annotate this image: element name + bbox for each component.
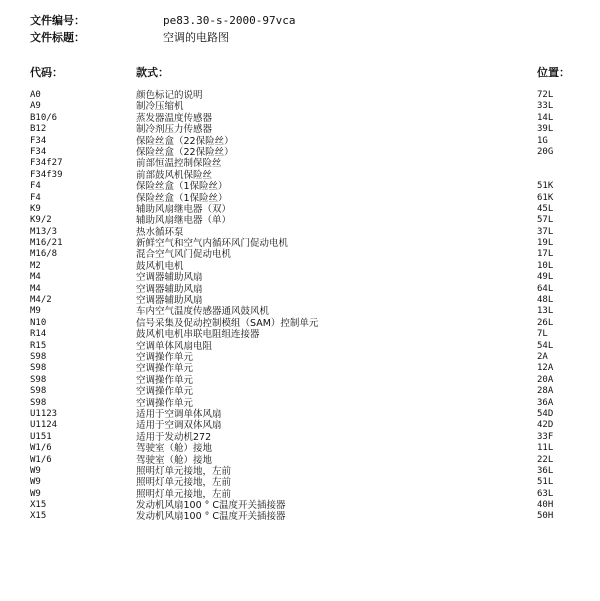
component-description: 信号采集及促动控制模组（SAM）控制单元 — [136, 317, 319, 329]
component-description: 保险丝盒（1保险丝） — [136, 192, 228, 204]
component-code: W1/6 — [30, 454, 52, 465]
table-row — [0, 352, 600, 363]
component-code: U1124 — [30, 420, 58, 431]
component-code: R14 — [30, 329, 47, 340]
component-description: 照明灯单元接地，左前 — [136, 488, 232, 500]
table-row — [0, 375, 600, 386]
component-description: 空调操作单元 — [136, 363, 194, 375]
component-position: 28A — [537, 386, 554, 397]
table-row — [0, 136, 600, 147]
component-position: 1G — [537, 135, 548, 146]
table-row — [0, 249, 600, 260]
table-row — [0, 113, 600, 124]
component-position: 20A — [537, 374, 554, 385]
component-code: M4 — [30, 283, 41, 294]
component-position: 57L — [537, 215, 554, 226]
component-code: F34f39 — [30, 169, 63, 180]
component-position: 45L — [537, 203, 554, 214]
document-number-value: pe83.30-s-2000-97vca — [163, 14, 296, 27]
component-position: 49L — [537, 272, 554, 283]
component-description: 适用于空调双体风扇 — [136, 420, 222, 432]
table-row — [0, 363, 600, 374]
table-row — [0, 238, 600, 249]
component-description: 空调单体风扇电阻 — [136, 340, 213, 352]
component-code: B10/6 — [30, 112, 58, 123]
component-code: F4 — [30, 181, 41, 192]
component-code: M4 — [30, 272, 41, 283]
component-code: M13/3 — [30, 226, 58, 237]
table-row — [0, 443, 600, 454]
table-row — [0, 386, 600, 397]
component-position: 42D — [537, 420, 554, 431]
component-code: M4/2 — [30, 295, 52, 306]
component-description: 热水循环泵 — [136, 226, 184, 238]
table-row — [0, 284, 600, 295]
component-code: N10 — [30, 317, 47, 328]
component-description: 空调操作单元 — [136, 397, 194, 409]
component-description: 保险丝盒（22保险丝） — [136, 146, 234, 158]
component-position: 51L — [537, 477, 554, 488]
component-description: 辅助风扇继电器（单） — [136, 215, 232, 227]
component-description: 驾驶室（舱）接地 — [136, 443, 213, 455]
component-code: M16/21 — [30, 238, 63, 249]
component-position: 51K — [537, 181, 554, 192]
table-row — [0, 455, 600, 466]
component-code: K9 — [30, 203, 41, 214]
component-code: S98 — [30, 386, 47, 397]
component-code: W1/6 — [30, 443, 52, 454]
table-row — [0, 227, 600, 238]
component-code: M9 — [30, 306, 41, 317]
table-row — [0, 272, 600, 283]
component-code: K9/2 — [30, 215, 52, 226]
component-position: 63L — [537, 488, 554, 499]
component-position: 48L — [537, 295, 554, 306]
document-title-label: 文件标题： — [30, 31, 85, 44]
component-table — [0, 90, 600, 523]
table-row — [0, 466, 600, 477]
table-row — [0, 181, 600, 192]
component-code: X15 — [30, 500, 47, 511]
table-row — [0, 170, 600, 181]
table-row — [0, 432, 600, 443]
table-row — [0, 215, 600, 226]
component-code: U151 — [30, 431, 52, 442]
table-row — [0, 500, 600, 511]
component-code: F34 — [30, 135, 47, 146]
component-position: 22L — [537, 454, 554, 465]
component-description: 发动机风扇100 ° C温度开关插接器 — [136, 500, 286, 512]
component-position: 37L — [537, 226, 554, 237]
table-row — [0, 477, 600, 488]
component-code: M2 — [30, 260, 41, 271]
component-code: B12 — [30, 124, 47, 135]
component-description: 辅助风扇继电器（双） — [136, 203, 232, 215]
component-position: 20G — [537, 146, 554, 157]
table-row — [0, 124, 600, 135]
component-description: 保险丝盒（1保险丝） — [136, 181, 228, 193]
table-row — [0, 511, 600, 522]
component-code: R15 — [30, 340, 47, 351]
table-row — [0, 306, 600, 317]
table-row — [0, 398, 600, 409]
component-code: A9 — [30, 101, 41, 112]
component-code: W9 — [30, 465, 41, 476]
component-position: 2A — [537, 351, 548, 362]
table-row — [0, 147, 600, 158]
component-code: W9 — [30, 477, 41, 488]
component-code: S98 — [30, 374, 47, 385]
position-column-header: 位置： — [537, 66, 570, 79]
component-position: 11L — [537, 443, 554, 454]
component-position: 72L — [537, 90, 554, 100]
table-row — [0, 318, 600, 329]
component-description: 混合空气风门促动电机 — [136, 249, 232, 261]
table-row — [0, 420, 600, 431]
component-position: 50H — [537, 511, 554, 522]
component-description: 照明灯单元接地，左前 — [136, 465, 232, 477]
description-column-header: 款式： — [136, 66, 169, 79]
component-position: 33F — [537, 431, 554, 442]
component-position: 26L — [537, 317, 554, 328]
code-column-header: 代码： — [30, 66, 63, 79]
component-position: 13L — [537, 306, 554, 317]
component-description: 空调器辅助风扇 — [136, 272, 203, 284]
component-description: 前部鼓风机保险丝 — [136, 169, 213, 181]
component-position: 10L — [537, 260, 554, 271]
component-code: W9 — [30, 488, 41, 499]
component-description: 空调器辅助风扇 — [136, 295, 203, 307]
component-description: 照明灯单元接地，左前 — [136, 477, 232, 489]
component-code: F34f27 — [30, 158, 63, 169]
component-code: M16/8 — [30, 249, 58, 260]
component-description: 空调器辅助风扇 — [136, 283, 203, 295]
table-row — [0, 158, 600, 169]
component-position: 33L — [537, 101, 554, 112]
component-position: 36A — [537, 397, 554, 408]
component-description: 适用于空调单体风扇 — [136, 408, 222, 420]
table-row — [0, 101, 600, 112]
document-number-label: 文件编号： — [30, 14, 85, 27]
table-row — [0, 409, 600, 420]
table-row — [0, 204, 600, 215]
component-position: 17L — [537, 249, 554, 260]
component-description: 新鲜空气和空气内循环风门促动电机 — [136, 238, 289, 250]
component-description: 鼓风机电机串联电阻组连接器 — [136, 329, 260, 341]
table-row — [0, 329, 600, 340]
component-description: 保险丝盒（22保险丝） — [136, 135, 234, 147]
component-description: 空调操作单元 — [136, 386, 194, 398]
component-description: 制冷压缩机 — [136, 101, 184, 113]
table-row — [0, 90, 600, 101]
component-description: 颜色标记的说明 — [136, 90, 203, 101]
component-position: 7L — [537, 329, 548, 340]
component-position: 14L — [537, 112, 554, 123]
component-code: U1123 — [30, 408, 58, 419]
table-row — [0, 261, 600, 272]
component-position: 64L — [537, 283, 554, 294]
component-position: 36L — [537, 465, 554, 476]
component-position: 12A — [537, 363, 554, 374]
component-description: 鼓风机电机 — [136, 260, 184, 272]
component-description: 前部恒温控制保险丝 — [136, 158, 222, 170]
component-description: 空调操作单元 — [136, 374, 194, 386]
component-position: 39L — [537, 124, 554, 135]
table-row — [0, 295, 600, 306]
component-code: S98 — [30, 351, 47, 362]
component-code: F34 — [30, 146, 47, 157]
component-position: 61K — [537, 192, 554, 203]
table-row — [0, 193, 600, 204]
component-description: 适用于发动机272 — [136, 431, 212, 443]
table-row — [0, 489, 600, 500]
component-description: 发动机风扇100 ° C温度开关插接器 — [136, 511, 286, 523]
document-title-value: 空调的电路图 — [163, 31, 229, 44]
component-code: X15 — [30, 511, 47, 522]
component-code: S98 — [30, 363, 47, 374]
component-code: S98 — [30, 397, 47, 408]
component-position: 19L — [537, 238, 554, 249]
component-description: 蒸发器温度传感器 — [136, 112, 213, 124]
component-description: 空调操作单元 — [136, 351, 194, 363]
component-code: F4 — [30, 192, 41, 203]
component-position: 54D — [537, 408, 554, 419]
component-position: 40H — [537, 500, 554, 511]
table-row — [0, 341, 600, 352]
component-position: 54L — [537, 340, 554, 351]
component-description: 制冷剂压力传感器 — [136, 124, 213, 136]
component-description: 驾驶室（舱）接地 — [136, 454, 213, 466]
component-code: A0 — [30, 90, 41, 100]
component-description: 车内空气温度传感器通风鼓风机 — [136, 306, 270, 318]
